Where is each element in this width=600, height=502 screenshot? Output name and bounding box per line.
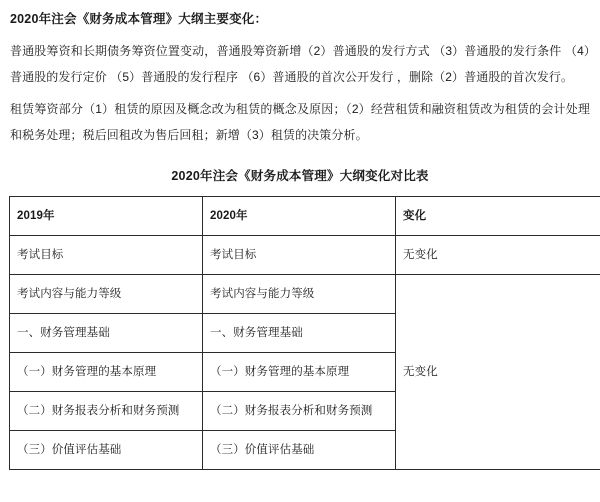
cell-2019: （三）价值评估基础 <box>10 431 203 470</box>
cell-2019: 一、财务管理基础 <box>10 314 203 353</box>
page-title: 2020年注会《财务成本管理》大纲主要变化： <box>10 12 268 26</box>
comparison-table <box>9 196 600 470</box>
paragraph-2: 租赁筹资部分（1）租赁的原因及概念改为租赁的概念及原因；（2）经营租赁和融资租赁改为租赁的会计处理和税务处理；税后回租改为售后回租；新增（3）租赁的决策分析。 <box>10 102 590 142</box>
cell-2020: （二）财务报表分析和财务预测 <box>203 392 396 431</box>
cell-2019: 考试目标 <box>10 236 203 275</box>
cell-change: 无变化 <box>396 236 600 275</box>
table-header-row <box>10 197 600 236</box>
table-caption: 2020年注会《财务成本管理》大纲变化对比表 <box>171 169 429 183</box>
table-header-2019: 2019年 <box>10 197 203 236</box>
table-row <box>10 275 600 314</box>
table-header-2020: 2020年 <box>203 197 396 236</box>
table-header-change: 变化 <box>396 197 600 236</box>
cell-2019: （二）财务报表分析和财务预测 <box>10 392 203 431</box>
table-row <box>10 236 600 275</box>
cell-2020: 考试内容与能力等级 <box>203 275 396 314</box>
cell-2020: 一、财务管理基础 <box>203 314 396 353</box>
cell-2020: 考试目标 <box>203 236 396 275</box>
cell-2019: 考试内容与能力等级 <box>10 275 203 314</box>
cell-change-merged: 无变化 <box>396 275 600 470</box>
cell-2020: （三）价值评估基础 <box>203 431 396 470</box>
cell-2019: （一）财务管理的基本原理 <box>10 353 203 392</box>
paragraph-1: 普通股筹资和长期债务筹资位置变动，普通股筹资新增（2）普通股的发行方式 （3）普通股的发行条件 （4）普通股的发行定价 （5）普通股的发行程序 （6）普通股的首次公开发行 ，删除（2）普通股的首次发行。 <box>10 44 590 84</box>
cell-2020: （一）财务管理的基本原理 <box>203 353 396 392</box>
